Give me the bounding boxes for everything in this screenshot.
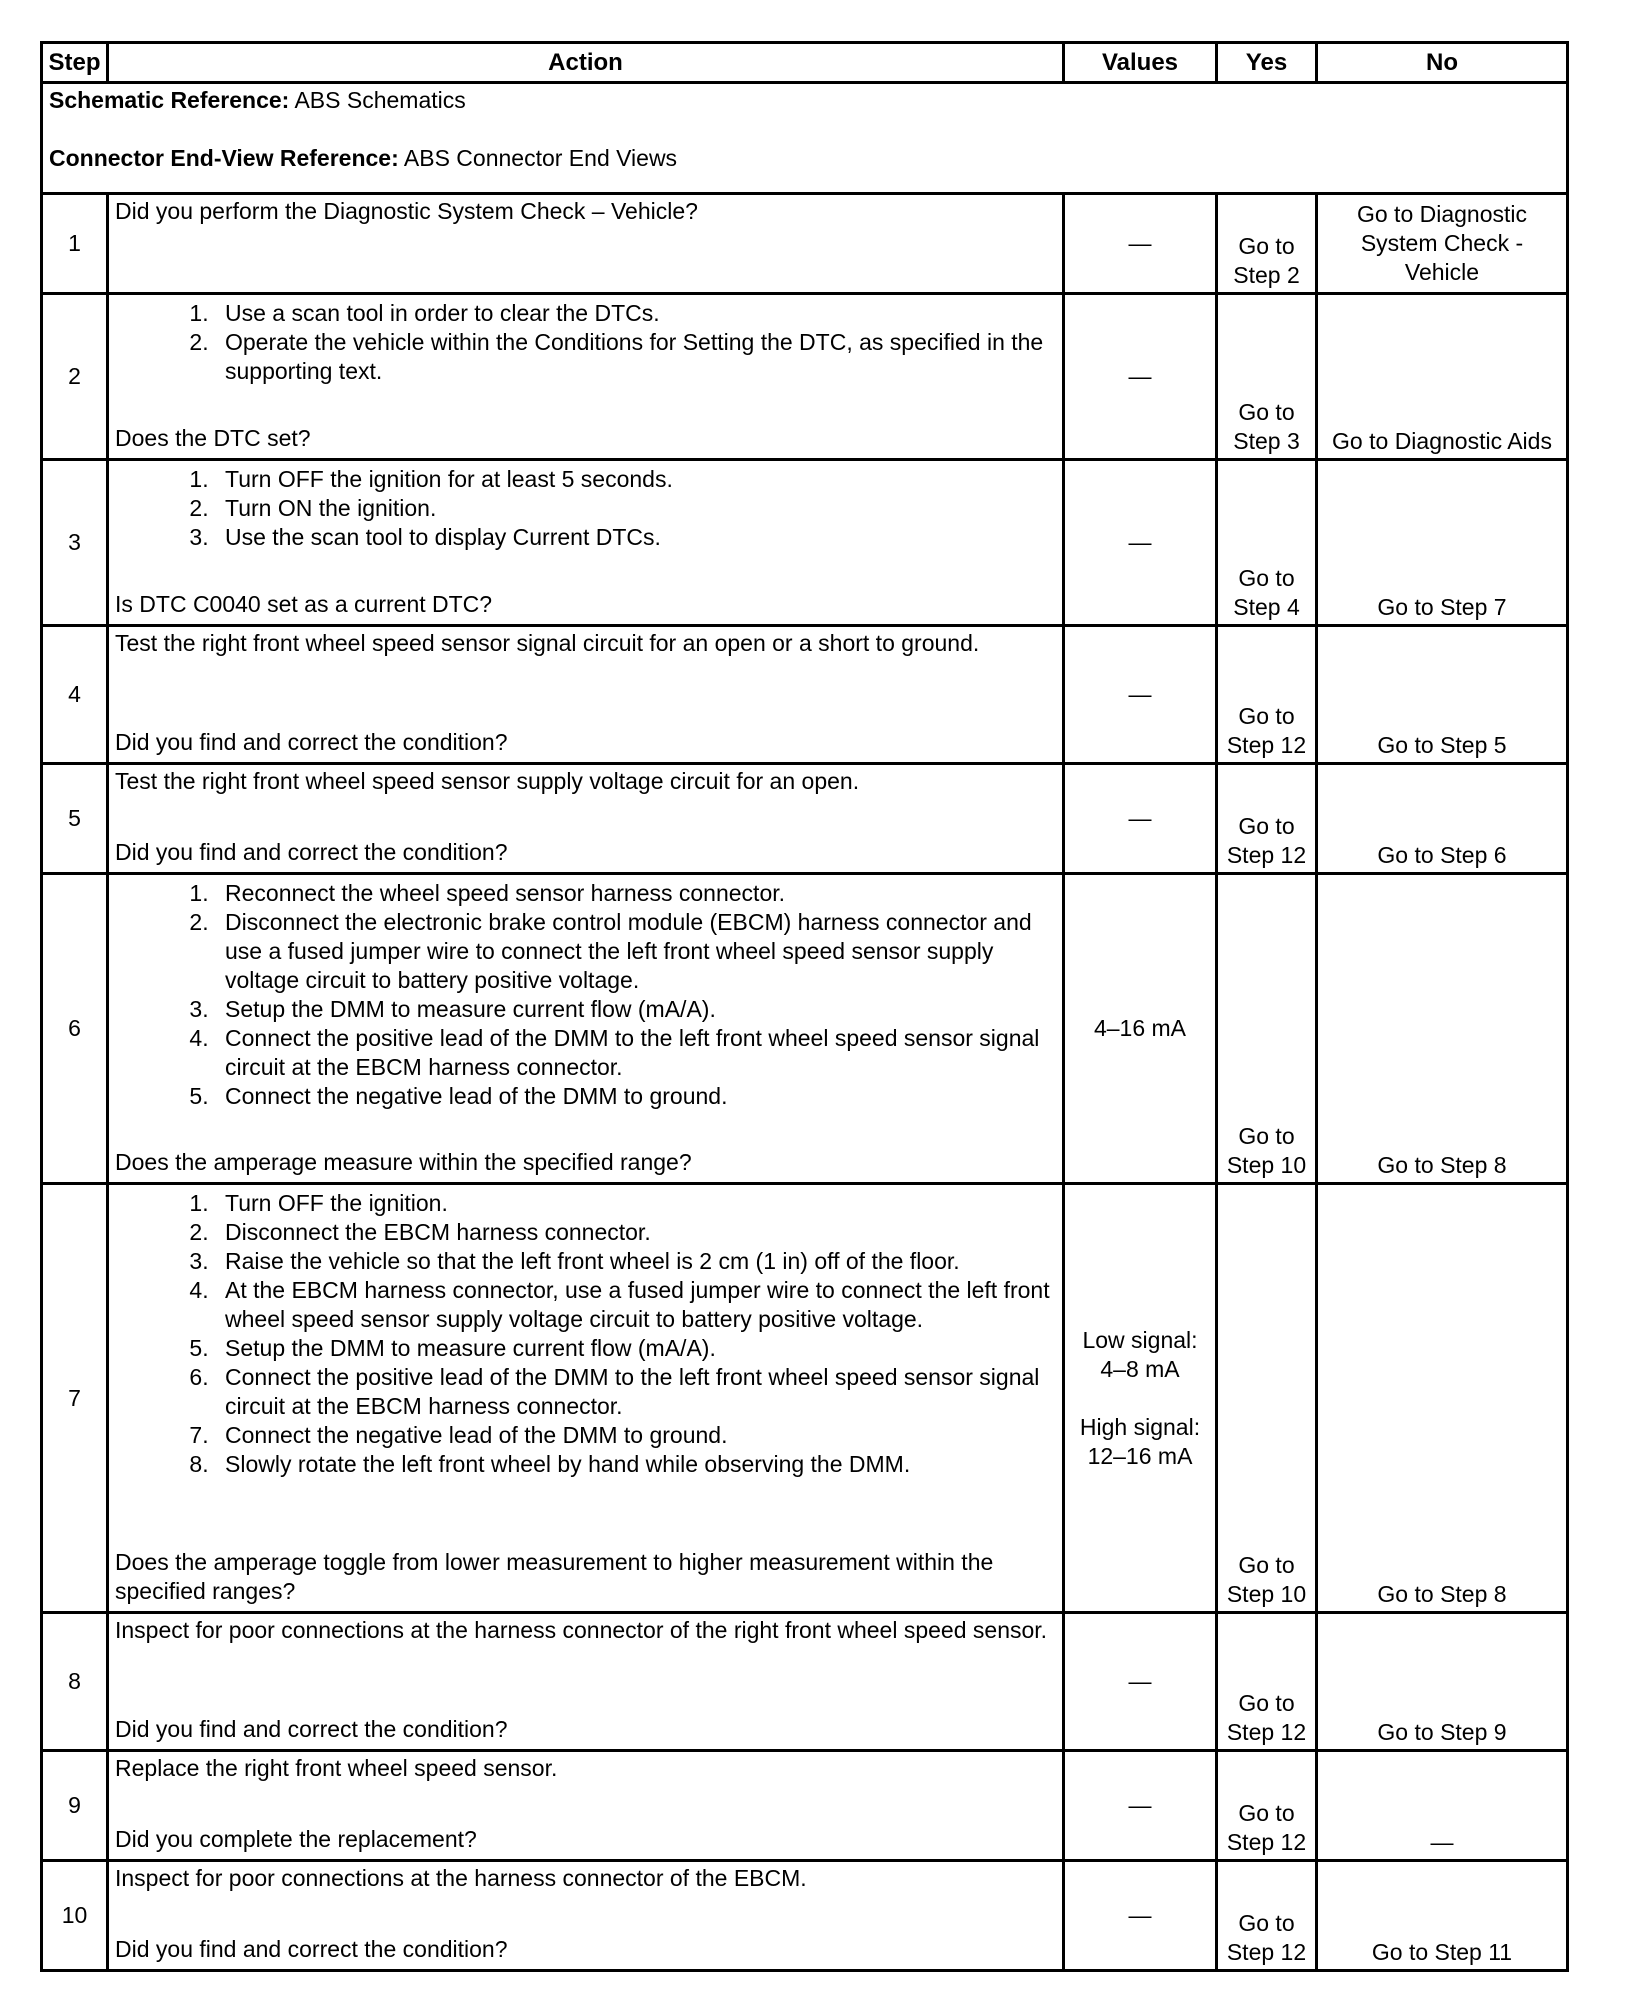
values-cell: — (1064, 294, 1217, 460)
header-no: No (1317, 43, 1568, 83)
action-step-item: 8. Slowly rotate the left front wheel by hand while observing the DMM. (215, 1450, 1056, 1479)
table-row (42, 764, 1568, 874)
step-number: 5 (42, 764, 108, 874)
action-cell (108, 874, 1064, 1184)
no-action[interactable]: Go to Step 11 (1317, 1861, 1568, 1971)
step-number: 1 (42, 194, 108, 294)
values-cell: — (1064, 1861, 1217, 1971)
table-row (42, 1861, 1568, 1971)
action-step-item: 1. Use a scan tool in order to clear the DTCs. (215, 299, 1056, 328)
no-action[interactable]: Go to Diagnostic Aids (1317, 294, 1568, 460)
table-row (42, 294, 1568, 460)
yes-action[interactable]: Go to Step 12 (1217, 1613, 1317, 1751)
no-action[interactable]: Go to Diagnostic System Check - Vehicle (1317, 194, 1568, 294)
action-cell (108, 626, 1064, 764)
action-step-item: 1. Turn OFF the ignition for at least 5 seconds. (215, 465, 1056, 494)
no-action[interactable]: Go to Step 8 (1317, 874, 1568, 1184)
action-intro: Test the right front wheel speed sensor signal circuit for an open or a short to ground. (115, 630, 980, 656)
connector-reference-link[interactable]: ABS Connector End Views (398, 145, 678, 171)
connector-reference-label: Connector End-View Reference: (49, 145, 399, 171)
action-step-item: 7. Connect the negative lead of the DMM to ground. (215, 1421, 1056, 1450)
yes-action[interactable]: Go to Step 3 (1217, 294, 1317, 460)
action-question: Did you find and correct the condition? (115, 729, 508, 755)
table-row (42, 1751, 1568, 1861)
yes-action[interactable]: Go to Step 10 (1217, 874, 1317, 1184)
no-action[interactable]: Go to Step 7 (1317, 460, 1568, 626)
values-cell: — (1064, 194, 1217, 294)
action-cell (108, 1861, 1064, 1971)
action-intro: Did you perform the Diagnostic System Check – Vehicle? (115, 198, 698, 224)
action-cell (108, 1751, 1064, 1861)
action-cell (108, 1184, 1064, 1613)
schematic-reference-label: Schematic Reference: (49, 87, 290, 113)
step-number: 10 (42, 1861, 108, 1971)
values-cell: — (1064, 1751, 1217, 1861)
action-step-item: 2. Disconnect the EBCM harness connector. (215, 1218, 1056, 1247)
action-step-item: 3. Setup the DMM to measure current flow (mA/A). (215, 995, 1056, 1024)
header-yes: Yes (1217, 43, 1317, 83)
table-row (42, 194, 1568, 294)
values-cell: Low signal: 4–8 mA High signal: 12–16 mA (1064, 1184, 1217, 1613)
action-question: Is DTC C0040 set as a current DTC? (115, 591, 493, 617)
action-step-item: 2. Operate the vehicle within the Conditions for Setting the DTC, as specified in the supporting text. (215, 328, 1056, 386)
yes-action[interactable]: Go to Step 12 (1217, 1751, 1317, 1861)
values-cell: — (1064, 1613, 1217, 1751)
action-step-item: 1. Turn OFF the ignition. (215, 1189, 1056, 1218)
values-cell: — (1064, 460, 1217, 626)
step-number: 9 (42, 1751, 108, 1861)
action-question: Did you find and correct the condition? (115, 1936, 508, 1962)
step-number: 4 (42, 626, 108, 764)
action-cell (108, 194, 1064, 294)
action-cell (108, 1613, 1064, 1751)
action-step-item: 4. Connect the positive lead of the DMM to the left front wheel speed sensor signal circuit at the EBCM harness connector. (215, 1024, 1056, 1082)
action-question: Does the DTC set? (115, 425, 311, 451)
yes-action[interactable]: Go to Step 2 (1217, 194, 1317, 294)
yes-action[interactable]: Go to Step 10 (1217, 1184, 1317, 1613)
header-values: Values (1064, 43, 1217, 83)
action-question: Does the amperage measure within the specified range? (115, 1149, 692, 1175)
table-row (42, 1613, 1568, 1751)
action-question: Does the amperage toggle from lower measurement to higher measurement within the specified ranges? (115, 1549, 994, 1604)
yes-action[interactable]: Go to Step 12 (1217, 626, 1317, 764)
action-cell (108, 460, 1064, 626)
action-intro: Replace the right front wheel speed sensor. (115, 1755, 558, 1781)
action-cell (108, 294, 1064, 460)
values-cell: — (1064, 626, 1217, 764)
header-action: Action (108, 43, 1064, 83)
action-step-item: 1. Reconnect the wheel speed sensor harness connector. (215, 879, 1056, 908)
action-steps-list (115, 465, 1056, 552)
no-action[interactable]: Go to Step 8 (1317, 1184, 1568, 1613)
action-step-item: 6. Connect the positive lead of the DMM to the left front wheel speed sensor signal circuit at the EBCM harness connector. (215, 1363, 1056, 1421)
values-cell: — (1064, 764, 1217, 874)
step-number: 7 (42, 1184, 108, 1613)
table-row (42, 874, 1568, 1184)
action-step-item: 3. Use the scan tool to display Current DTCs. (215, 523, 1056, 552)
header-row (42, 43, 1568, 83)
no-action[interactable]: Go to Step 5 (1317, 626, 1568, 764)
yes-action[interactable]: Go to Step 12 (1217, 764, 1317, 874)
no-action: — (1317, 1751, 1568, 1861)
action-step-item: 5. Connect the negative lead of the DMM to ground. (215, 1082, 1056, 1111)
action-intro: Inspect for poor connections at the harness connector of the right front wheel speed sensor. (115, 1617, 1048, 1643)
action-cell (108, 764, 1064, 874)
schematic-reference-link[interactable]: ABS Schematics (289, 87, 466, 113)
connector-reference (49, 144, 1560, 173)
action-step-item: 2. Turn ON the ignition. (215, 494, 1056, 523)
step-number: 3 (42, 460, 108, 626)
step-number: 2 (42, 294, 108, 460)
no-action[interactable]: Go to Step 6 (1317, 764, 1568, 874)
table-row (42, 460, 1568, 626)
action-steps-list (115, 1189, 1056, 1479)
action-steps-list (115, 879, 1056, 1111)
action-intro: Test the right front wheel speed sensor supply voltage circuit for an open. (115, 768, 860, 794)
action-steps-list (115, 299, 1056, 386)
values-cell: 4–16 mA (1064, 874, 1217, 1184)
reference-row (42, 83, 1568, 194)
header-step: Step (42, 43, 108, 83)
action-step-item: 2. Disconnect the electronic brake control module (EBCM) harness connector and use a fused jumper wire to connect the left front wheel speed sensor supply voltage circuit to battery positive voltage. (215, 908, 1056, 995)
action-question: Did you complete the replacement? (115, 1826, 477, 1852)
action-question: Did you find and correct the condition? (115, 839, 508, 865)
action-intro: Inspect for poor connections at the harness connector of the EBCM. (115, 1865, 807, 1891)
yes-action[interactable]: Go to Step 12 (1217, 1861, 1317, 1971)
action-step-item: 5. Setup the DMM to measure current flow (mA/A). (215, 1334, 1056, 1363)
table-row (42, 1184, 1568, 1613)
no-action[interactable]: Go to Step 9 (1317, 1613, 1568, 1751)
action-step-item: 3. Raise the vehicle so that the left front wheel is 2 cm (1 in) off of the floor. (215, 1247, 1056, 1276)
action-question: Did you find and correct the condition? (115, 1716, 508, 1742)
yes-action[interactable]: Go to Step 4 (1217, 460, 1317, 626)
step-number: 6 (42, 874, 108, 1184)
table-row (42, 626, 1568, 764)
diagnostic-table (40, 41, 1569, 1972)
action-step-item: 4. At the EBCM harness connector, use a fused jumper wire to connect the left front wheel speed sensor supply voltage circuit to battery positive voltage. (215, 1276, 1056, 1334)
schematic-reference (49, 86, 1560, 115)
step-number: 8 (42, 1613, 108, 1751)
